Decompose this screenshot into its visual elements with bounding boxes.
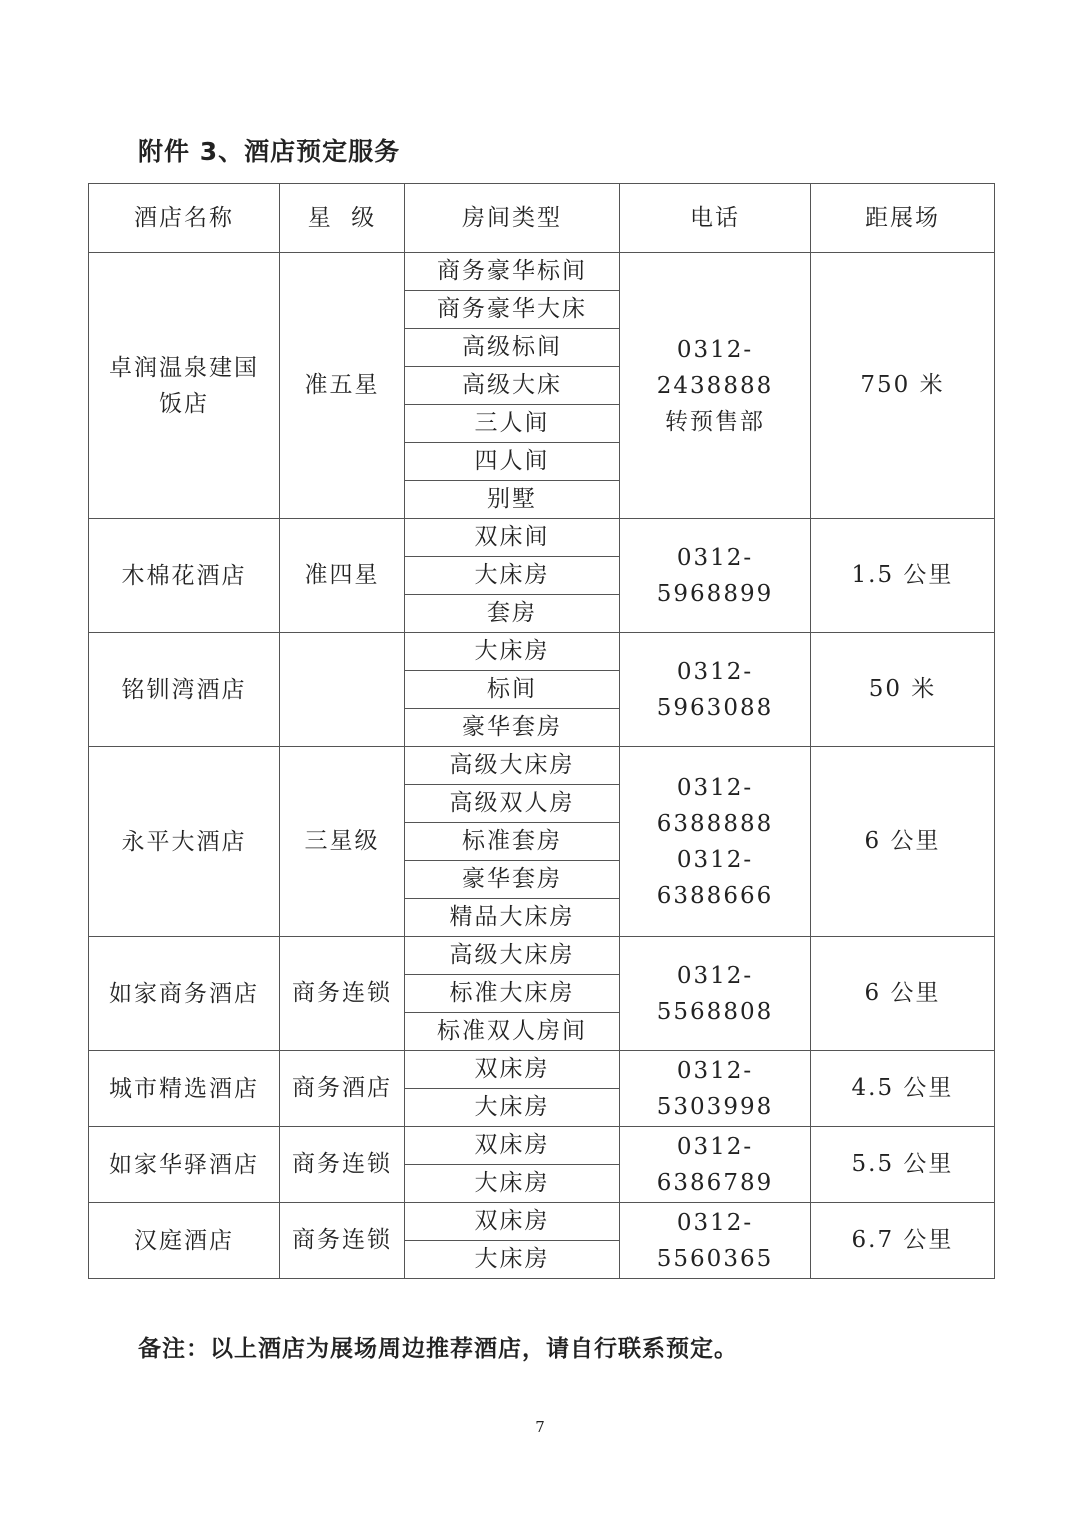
phone-line: 0312-6388888	[656, 774, 774, 837]
header-row	[89, 184, 995, 253]
room-type: 精品大床房	[405, 899, 620, 937]
room-type: 大床房	[405, 633, 620, 671]
phone-line: 0312-5568808	[656, 962, 774, 1025]
room-type: 标准大床房	[405, 975, 620, 1013]
phone-cell	[620, 1051, 811, 1127]
hotel-name: 永平大酒店	[121, 828, 247, 855]
hotel-name-cell	[89, 747, 280, 937]
hotel-name: 木棉花酒店	[121, 562, 247, 589]
document-title: 附件 3、酒店预定服务	[138, 137, 401, 166]
header-room-type: 房间类型	[405, 184, 620, 253]
phone-line: 0312-5968899	[656, 544, 774, 607]
page-number: 7	[535, 1418, 545, 1436]
footnote: 备注：以上酒店为展场周边推荐酒店，请自行联系预定。	[138, 1336, 738, 1362]
header-hotel-name: 酒店名称	[89, 184, 280, 253]
phone-cell	[620, 519, 811, 633]
header-distance: 距展场	[811, 184, 995, 253]
distance: 750 米	[811, 253, 995, 519]
room-type: 高级大床	[405, 367, 620, 405]
room-type: 豪华套房	[405, 861, 620, 899]
room-type: 标准双人房间	[405, 1013, 620, 1051]
room-type: 高级双人房	[405, 785, 620, 823]
hotel-table	[88, 183, 995, 1279]
hotel-name-cell	[89, 1127, 280, 1203]
room-type: 双床房	[405, 1203, 620, 1241]
room-type: 四人间	[405, 443, 620, 481]
hotel-name: 如家华驿酒店	[109, 1151, 259, 1178]
hotel-name-cell	[89, 633, 280, 747]
star-rating: 商务连锁	[280, 937, 405, 1051]
room-type: 高级标间	[405, 329, 620, 367]
header-phone: 电话	[620, 184, 811, 253]
hotel-name-cell	[89, 519, 280, 633]
table-row	[89, 1127, 995, 1165]
phone-cell	[620, 747, 811, 937]
hotel-name-cell	[89, 1203, 280, 1279]
room-type: 标间	[405, 671, 620, 709]
room-type: 大床房	[405, 557, 620, 595]
star-rating: 准四星	[280, 519, 405, 633]
hotel-name-cell	[89, 253, 280, 519]
phone-line: 0312-5303998	[656, 1057, 774, 1120]
room-type: 大床房	[405, 1089, 620, 1127]
distance: 6.7 公里	[811, 1203, 995, 1279]
phone-cell	[620, 937, 811, 1051]
room-type: 标准套房	[405, 823, 620, 861]
table-row	[89, 253, 995, 291]
table-row	[89, 1203, 995, 1241]
distance: 1.5 公里	[811, 519, 995, 633]
hotel-name: 城市精选酒店	[109, 1075, 259, 1102]
phone-cell	[620, 1127, 811, 1203]
room-type: 别墅	[405, 481, 620, 519]
distance: 50 米	[811, 633, 995, 747]
star-rating: 准五星	[280, 253, 405, 519]
room-type: 三人间	[405, 405, 620, 443]
star-rating: 商务酒店	[280, 1051, 405, 1127]
distance: 6 公里	[811, 937, 995, 1051]
phone-cell	[620, 633, 811, 747]
room-type: 商务豪华标间	[405, 253, 620, 291]
phone-line: 0312-5560365	[656, 1209, 774, 1272]
phone-cell	[620, 253, 811, 519]
phone-line: 0312-6388666	[656, 846, 774, 909]
distance: 4.5 公里	[811, 1051, 995, 1127]
room-type: 双床房	[405, 1127, 620, 1165]
hotel-name: 卓润温泉建国饭店	[109, 354, 259, 417]
star-rating: 商务连锁	[280, 1203, 405, 1279]
table-row	[89, 1051, 995, 1089]
header-star: 星 级	[280, 184, 405, 253]
room-type: 套房	[405, 595, 620, 633]
room-type: 高级大床房	[405, 747, 620, 785]
table-row	[89, 519, 995, 557]
table-row	[89, 747, 995, 785]
hotel-name: 如家商务酒店	[109, 980, 259, 1007]
hotel-name-cell	[89, 1051, 280, 1127]
distance: 6 公里	[811, 747, 995, 937]
phone-cell	[620, 1203, 811, 1279]
phone-line: 0312-6386789	[656, 1133, 774, 1196]
room-type: 双床间	[405, 519, 620, 557]
room-type: 商务豪华大床	[405, 291, 620, 329]
star-rating: 三星级	[280, 747, 405, 937]
table-row	[89, 937, 995, 975]
hotel-name-cell	[89, 937, 280, 1051]
star-rating: 商务连锁	[280, 1127, 405, 1203]
phone-line: 0312-5963088	[656, 658, 774, 721]
star-rating	[280, 633, 405, 747]
room-type: 大床房	[405, 1165, 620, 1203]
phone-line: 转预售部	[665, 408, 765, 435]
room-type: 高级大床房	[405, 937, 620, 975]
phone-line: 0312-2438888	[656, 336, 774, 399]
table-row	[89, 633, 995, 671]
distance: 5.5 公里	[811, 1127, 995, 1203]
room-type: 豪华套房	[405, 709, 620, 747]
room-type: 双床房	[405, 1051, 620, 1089]
hotel-name: 铭钏湾酒店	[121, 676, 247, 703]
hotel-table-body	[89, 253, 995, 1279]
room-type: 大床房	[405, 1241, 620, 1279]
hotel-name: 汉庭酒店	[134, 1227, 234, 1254]
